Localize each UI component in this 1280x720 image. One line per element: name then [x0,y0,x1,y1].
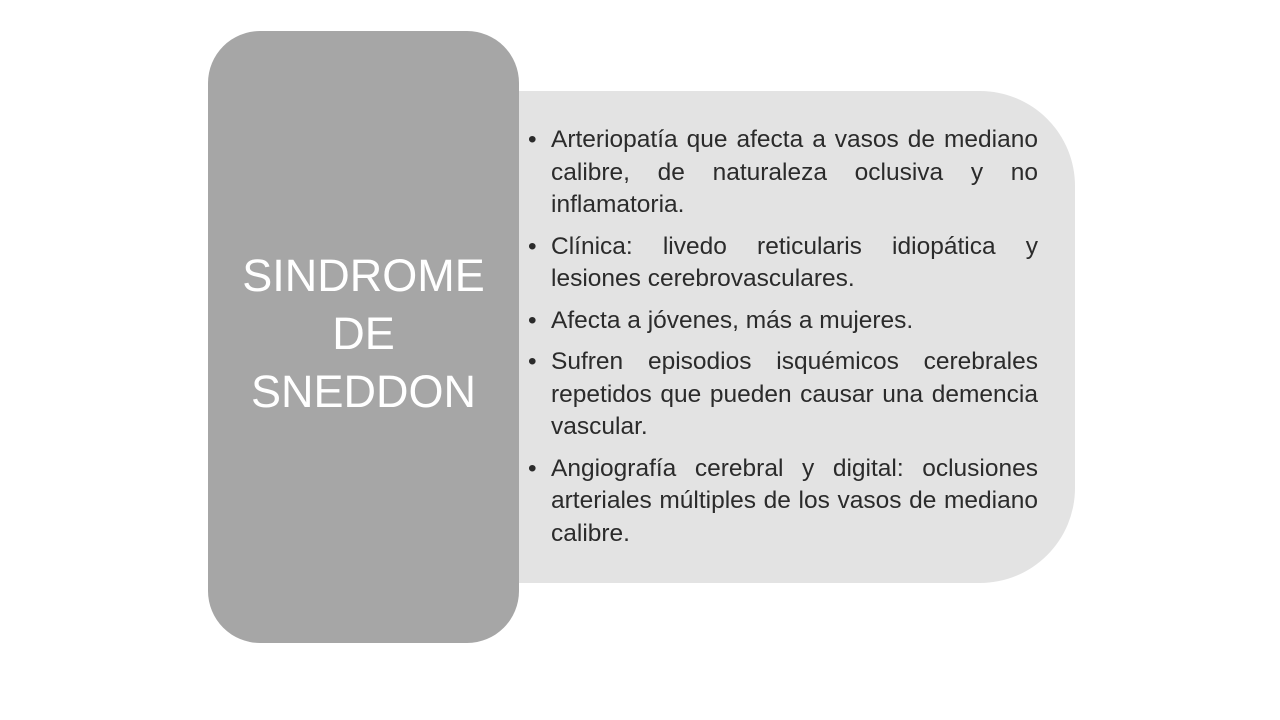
slide-title [242,247,485,421]
bullet-dot-icon: • [528,306,537,334]
bullet-item [528,453,1038,551]
bullet-item [528,231,1038,296]
bullet-dot-icon: • [528,232,537,260]
bullet-item [528,124,1038,222]
bullet-dot-icon: • [528,348,537,375]
title-line-3: SNEDDON [250,366,476,417]
bullet-text: Angiografía cerebral y digital: oclusiones arteriales múltiples de los vasos de mediano calibre. [551,454,1038,547]
title-line-2: DE [332,308,395,359]
bullet-item [528,346,1038,444]
bullet-list [528,124,1038,559]
title-card [208,31,519,643]
bullet-text: Clínica: livedo reticularis idiopática y lesiones cerebrovasculares. [551,232,1038,292]
bullet-text: Sufren episodios isquémicos cerebrales repetidos que pueden causar una demencia vascular. [551,348,1038,440]
bullet-dot-icon: • [528,454,537,482]
title-line-1: SINDROME [242,250,485,301]
bullet-dot-icon: • [528,126,537,153]
bullet-item [528,305,1038,338]
bullet-text: Afecta a jóvenes, más a mujeres. [551,306,914,334]
bullet-text: Arteriopatía que afecta a vasos de mediano calibre, de naturaleza oclusiva y no inflamatoria. [551,126,1038,218]
